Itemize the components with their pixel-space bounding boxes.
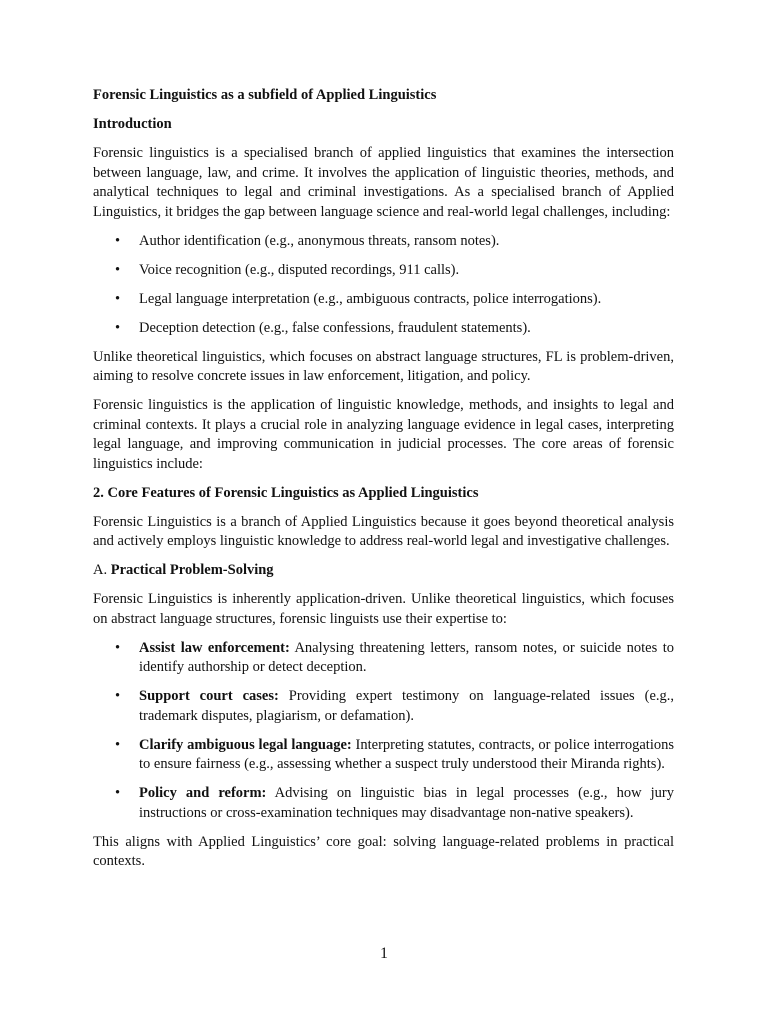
section-2-heading: 2. Core Features of Forensic Linguistics as Applied Linguistics (93, 484, 479, 501)
list-item (93, 687, 674, 726)
intro-paragraph-1: Forensic linguistics is a specialised branch of applied linguistics that examines the intersection between language, law, and crime. It involves the application of linguistic theories, methods, and analytical techniques to legal and criminal investigations. As a specialised branch of Applied Linguistics, it bridges the gap between language science and real-world legal challenges, including: (93, 145, 674, 220)
page-number: 1 (380, 945, 388, 962)
list-item: • Author identification (e.g., anonymous threats, ransom notes). (93, 232, 674, 252)
document-title: Forensic Linguistics as a subfield of Applied Linguistics (93, 87, 437, 103)
section-2-paragraph: Forensic Linguistics is a branch of Applied Linguistics because it goes beyond theoretical analysis and actively employs linguistic knowledge to address real-world legal and investigative challenges. (93, 513, 674, 549)
use-term: Clarify ambiguous legal language: (139, 736, 352, 753)
closing-paragraph: This aligns with Applied Linguistics’ core goal: solving language-related problems in practical contexts. (93, 833, 674, 869)
intro-paragraph-3: Forensic linguistics is the application of linguistic knowledge, methods, and insights to legal and criminal contexts. It plays a crucial role in analyzing language evidence in legal cases, interpreting legal language, and improving communication in judicial processes. The core areas of forensic linguistics include: (93, 397, 674, 472)
subsection-a-paragraph: Forensic Linguistics is inherently application-driven. Unlike theoretical linguistics, which focuses on abstract language structures, forensic linguists use their expertise to: (93, 591, 674, 627)
subsection-a-title: Practical Problem-Solving (110, 562, 274, 578)
subsection-a-heading (93, 561, 674, 581)
list-item (93, 736, 674, 775)
list-item: • Legal language interpretation (e.g., ambiguous contracts, police interrogations). (93, 290, 674, 310)
document-body (93, 86, 674, 881)
use-text: Interpreting statutes, contracts, or police interrogations to ensure fairness (e.g., assessing whether a suspect truly understood their Miranda rights). (139, 736, 674, 772)
subsection-a-prefix: A. (93, 562, 111, 578)
use-term: Policy and reform: (139, 785, 267, 801)
list-item: • Voice recognition (e.g., disputed recordings, 911 calls). (93, 261, 674, 281)
challenges-list (93, 232, 674, 339)
use-text: Analysing threatening letters, ransom notes, or suicide notes to identify authorship or detect deception. (139, 639, 674, 675)
use-term: Support court cases: (139, 688, 279, 704)
use-text: Providing expert testimony on language-related issues (e.g., trademark disputes, plagiarism, or defamation). (139, 688, 675, 724)
uses-list (93, 639, 674, 824)
intro-paragraph-2: Unlike theoretical linguistics, which focuses on abstract language structures, FL is problem-driven, aiming to resolve concrete issues in law enforcement, litigation, and policy. (93, 348, 674, 384)
list-item (93, 639, 674, 678)
use-text: Advising on linguistic bias in legal processes (e.g., how jury instructions or cross-examination techniques may disadvantage non-native speakers). (139, 785, 674, 821)
use-term: Assist law enforcement: (139, 639, 290, 656)
list-item: • Deception detection (e.g., false confessions, fraudulent statements). (93, 319, 674, 339)
intro-heading: Introduction (93, 116, 172, 132)
list-item (93, 784, 674, 823)
